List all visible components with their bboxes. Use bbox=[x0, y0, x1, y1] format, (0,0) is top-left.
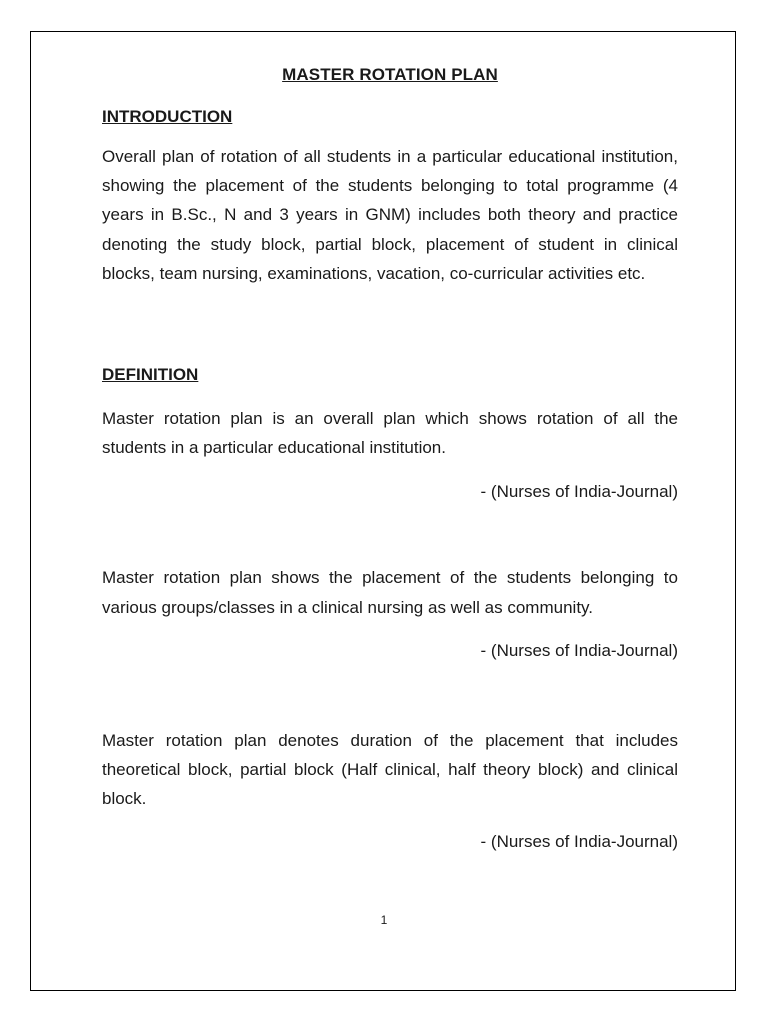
definition-paragraph-3: Master rotation plan denotes duration of the placement that includes theoretical block, partial block (Half clinical, half theory block) and clinical block. bbox=[102, 730, 678, 809]
definition-paragraph-2: Master rotation plan shows the placement of the students belonging to various groups/classes in a clinical nursing as well as community. bbox=[102, 568, 678, 617]
page-number: 1 bbox=[380, 913, 388, 927]
definition-citation-2: - (Nurses of India-Journal) bbox=[480, 640, 678, 660]
heading-introduction: INTRODUCTION bbox=[102, 107, 233, 126]
document-body bbox=[102, 62, 678, 855]
document-title: MASTER ROTATION PLAN bbox=[282, 65, 498, 84]
definition-paragraph-1: Master rotation plan is an overall plan which shows rotation of all the students in a particular educational institution. bbox=[102, 409, 678, 458]
introduction-paragraph: Overall plan of rotation of all students in a particular educational institution, showing the placement of the students belonging to total programme (4 years in B.Sc., N and 3 years in GNM) includes both theory and practice denoting the study block, partial block, placement of student in clinical blocks, team nursing, examinations, vacation, co-curricular activities etc. bbox=[102, 147, 678, 283]
definition-citation-3: - (Nurses of India-Journal) bbox=[480, 832, 678, 852]
definition-citation-1: - (Nurses of India-Journal) bbox=[480, 482, 678, 502]
heading-definition: DEFINITION bbox=[102, 365, 199, 385]
